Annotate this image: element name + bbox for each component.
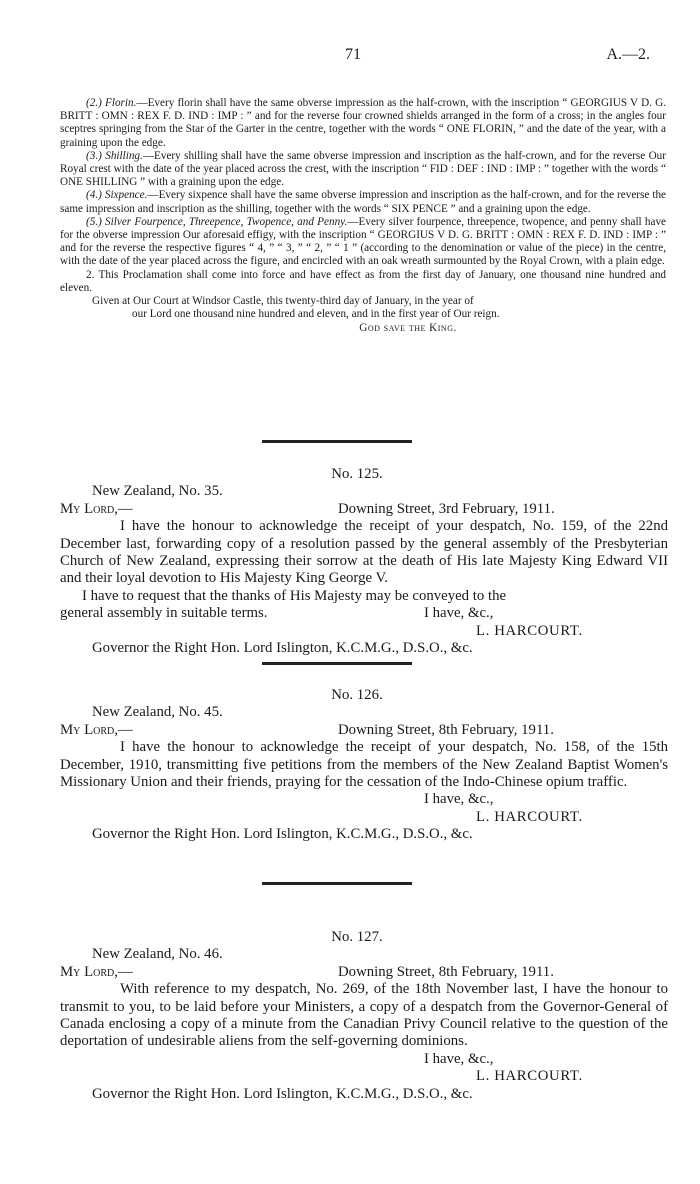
salutation: My Lord,— [60, 963, 133, 980]
body-paragraph-2: I have to request that the thanks of His Majesty may be conveyed to the [82, 587, 507, 604]
signature: L. HARCOURT. [476, 1068, 583, 1085]
body-paragraph-1: I have the honour to acknowledge the receipt of your despatch, No. 158, of the 15th December, 1910, transmitting five petitions from the members of the New Zealand Baptist Women's Missionary Union and their friends, praying for the cessation of the Indo-Chinese opium traffic. [60, 739, 668, 791]
god-save-the-king: God save the King. [359, 321, 457, 334]
sixpence-heading: (4.) Sixpence. [86, 189, 148, 202]
session-reference: A.—2. [606, 46, 650, 63]
despatch-number: No. 125. [331, 466, 383, 482]
despatch-reference: New Zealand, No. 35. [92, 483, 223, 500]
section-divider [262, 882, 412, 885]
florin-paragraph [60, 97, 666, 150]
shilling-paragraph [60, 150, 666, 190]
place-date: Downing Street, 3rd February, 1911. [338, 500, 555, 517]
despatch-reference: New Zealand, No. 46. [92, 946, 223, 963]
salutation-line [60, 501, 668, 518]
given-line-1: Given at Our Court at Windsor Castle, this twenty-third day of January, in the year of [92, 295, 474, 308]
proclamation-section [60, 97, 666, 335]
section-divider [262, 440, 412, 443]
despatch-reference: New Zealand, No. 45. [92, 704, 223, 721]
addressee: Governor the Right Hon. Lord Islington, K.C.M.G., D.S.O., &c. [92, 826, 473, 843]
addressee: Governor the Right Hon. Lord Islington, K.C.M.G., D.S.O., &c. [92, 640, 473, 657]
signature: L. HARCOURT. [476, 622, 583, 639]
salutation-line [60, 722, 668, 739]
closing-line [60, 605, 668, 622]
florin-heading: (2.) Florin. [86, 97, 137, 109]
salutation: My Lord,— [60, 721, 133, 738]
shilling-text: —Every shilling shall have the same obverse impression and inscription as the half-crown, and for the reverse Our Royal crest with the date of the year placed across the crest, with the inscription “ FID : DEF : IND : IMP : ” together with the words “ ONE SHILLING ” with a graining upon the edge. [60, 149, 666, 189]
clause-2-paragraph: 2. This Proclamation shall come into force and have effect as from the first day of January, one thousand nine hundred and eleven. [60, 268, 666, 294]
despatch-number: No. 127. [331, 929, 383, 945]
shilling-heading: (3.) Shilling. [86, 149, 143, 162]
silver-paragraph [60, 216, 666, 269]
silver-heading: (5.) Silver Fourpence, Threepence, Twopence, and Penny. [86, 215, 348, 228]
silver-text: —Every silver fourpence, threepence, twopence, and penny shall have for the obverse impression Our aforesaid effigy, with the inscription “ GEORGIUS V D. G. BRITT : OMN : REX F. D. IND : IMP : ” and for the reverse the respective figures “ 4, ” “ 3, ” “ 2, ” “ 1 ” (according to the denomination or value of the piece) in the centre, with the date of the year placed across the figure, and encircled with an oak wreath surmounted by the Royal Crown, with a plain edge. [60, 215, 667, 268]
despatch-126 [60, 687, 668, 844]
body-paragraph-1: With reference to my despatch, No. 269, of the 18th November last, I have the honour to transmit to you, to be laid before your Ministers, a copy of a despatch from the Governor-General of Canada enclosing a copy of a minute from the Canadian Privy Council relative to the question of the deportation of undesirable aliens from the self-governing dominions. [60, 981, 668, 1050]
page-header [60, 46, 650, 68]
despatch-body [60, 981, 668, 1051]
body-paragraph-2-end: general assembly in suitable terms. [60, 605, 268, 622]
place-date: Downing Street, 8th February, 1911. [338, 721, 554, 738]
florin-text: —Every florin shall have the same obverse impression as the half-crown, with the inscription “ GEORGIUS V D. G. BRITT : OMN : REX F. D. IND : IMP : ” and for the reverse four crowned shields arranged in the form of a cross; in the angles four sceptres springing from the Star of the Garter in the centre, together with the words “ ONE FLORIN, ” and the date of the year, with a graining upon the edge. [60, 97, 666, 149]
page-number: 71 [345, 46, 361, 63]
addressee: Governor the Right Hon. Lord Islington, K.C.M.G., D.S.O., &c. [92, 1085, 473, 1102]
given-at-paragraph [60, 295, 666, 322]
place-date: Downing Street, 8th February, 1911. [338, 963, 554, 980]
despatch-125 [60, 466, 668, 657]
salutation: My Lord,— [60, 500, 133, 517]
given-line-2: our Lord one thousand nine hundred and eleven, and in the first year of Our reign. [132, 308, 500, 321]
despatch-body [60, 518, 668, 605]
despatch-127 [60, 929, 668, 1103]
closing: I have, &c., [424, 605, 494, 622]
despatch-body [60, 739, 668, 791]
closing-line [60, 1051, 668, 1068]
despatch-number: No. 126. [331, 687, 383, 703]
body-paragraph-1: I have the honour to acknowledge the receipt of your despatch, No. 159, of the 22nd December last, forwarding copy of a resolution passed by the general assembly of the Presbyterian Church of New Zealand, expressing their sorrow at the death of His late Majesty King Edward VII and their loyal devotion to His Majesty King George V. [60, 518, 668, 587]
signature: L. HARCOURT. [476, 808, 583, 825]
section-divider [262, 662, 412, 665]
sixpence-paragraph [60, 189, 666, 215]
sixpence-text: —Every sixpence shall have the same obverse impression and inscription as the half-crown, and for the reverse the same impression and inscription as the shilling, together with the words “ SIX PENCE ” and a graining upon the edge. [60, 189, 667, 215]
closing: I have, &c., [424, 1050, 494, 1067]
salutation-line [60, 964, 668, 981]
closing-line [60, 791, 668, 808]
closing: I have, &c., [424, 791, 494, 808]
